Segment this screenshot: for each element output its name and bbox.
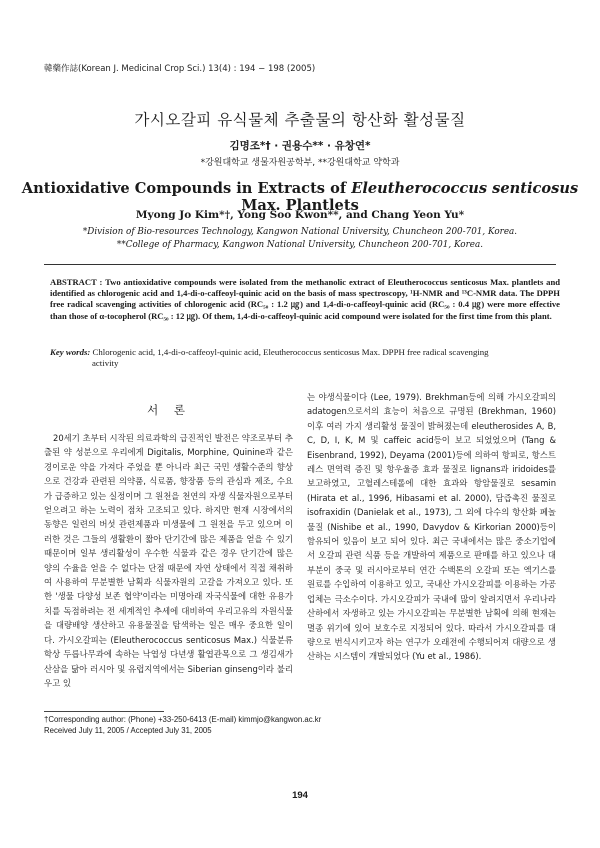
keywords-text: Chlorogenic acid, 1,4-di-o-caffeoyl-quinic acid, Eleutherococcus senticosus Max. DPPH free radical scavenging bbox=[90, 347, 489, 357]
corresponding-author: †Corresponding author: (Phone) +33-250-6413 (E-mail) kimmjo@kangwon.ac.kr bbox=[44, 715, 322, 724]
english-affiliation-1: *Division of Bio-resources Technology, Kangwon National University, Chuncheon 200-701, Korea. bbox=[82, 227, 518, 237]
keywords bbox=[50, 347, 560, 370]
english-authors: Myong Jo Kim*†, Yong Soo Kwon**, and Chang Yeon Yu* bbox=[135, 209, 465, 221]
page-number: 194 bbox=[292, 790, 308, 801]
english-title-post: Max. Plantlets bbox=[241, 197, 359, 214]
korean-title: 가시오갈피 유식물체 추출물의 항산화 활성물질 bbox=[134, 111, 466, 129]
footnote-divider bbox=[44, 711, 164, 712]
english-affiliation-2: **College of Pharmacy, Kangwon National University, Chuncheon 200-701, Korea. bbox=[116, 240, 484, 250]
received-dates: Received July 11, 2005 / Accepted July 31, 2005 bbox=[44, 726, 212, 735]
body-paragraph: 는 야생식물이다 (Lee, 1979). Brekhman등에 의해 가시오갈피의 adatogen으로서의 효능이 처음으로 규명된 (Brekhman, 1960) 이후 여러 가지 생리활성 물질이 밝혀졌는데 eleutherosides A, B, C, D, I, K, M 및 caffeic acid등이 보고 되었었으며 (Tang & Eisenbrand, 1992), Deyama (2001)등에 의하여 항피로, 항스트레스 면역력 증진 및 항우울증 효과 물질로 lignans과 iridoides를 보고하였고, 고혈레스테롤에 대한 효과와 항암물질로 sesamin (Hirata et al., 1996, Hibasami et al. 2000), 담즙촉진 물질로 isofraxidin (Danielak et al., 1973), 그 외에 다수의 항산화 페놀물질 (Nishibe et al., 1990, Davydov & Kirkorian 2000)등이 함유되어 있음이 보고 되어 있다. 최근 국내에서는 많은 중소기업에서 오갈피 관련 식품 등을 개발하여 제품으로 판매를 하고 있으나 대부분이 중국 및 러시아로부터 연간 수백톤의 오갈피 또는 엑기스를 원료를 수입하여 이용하고 있고, 국내산 가시오갈피를 이용하는 가공업체는 극소수이다. 가시오갈피가 국내에 많이 알려지면서 우리나라 산하에서 자생하고 있는 가시오갈피는 무분별한 남획에 의해 현재는 멸종 위기에 있어 보호수로 지정되어 있다. 따라서 가시오갈피를 대량으로 번식시키고자 하는 연구가 오래전에 수행되어져 대량으로 생산하는 시스템이 개발되었다 (Yu et al., 1986). bbox=[307, 392, 556, 662]
body-column-left bbox=[44, 431, 293, 690]
abstract-label: ABSTRACT : bbox=[50, 277, 106, 287]
header-divider bbox=[44, 264, 556, 265]
abstract bbox=[50, 277, 560, 322]
english-title-pre: Antioxidative Compounds in Extracts of bbox=[21, 180, 352, 197]
korean-affiliations: *강원대학교 생물자원공학부, **강원대학교 약학과 bbox=[200, 158, 400, 168]
journal-reference: 韓藥作誌(Korean J. Medicinal Crop Sci.) 13(4) : 194 − 198 (2005) bbox=[44, 64, 316, 74]
keywords-continuation: activity bbox=[92, 358, 119, 369]
keywords-label: Key words: bbox=[50, 347, 91, 357]
english-title-species: Eleutherococcus senticosus bbox=[351, 180, 579, 197]
footnote bbox=[44, 714, 321, 736]
section-heading: 서 론 bbox=[147, 403, 191, 417]
body-column-right bbox=[307, 390, 556, 664]
korean-authors: 김명조*† · 권용수** · 유창연* bbox=[229, 140, 371, 152]
body-paragraph: 20세기 초부터 시작된 의료과학의 급진적인 발전은 약조로부터 추출된 약 성분으로 우리에게 Digitalis, Morphine, Quinine과 같은 경이로운 약을 가져다 주었을 뿐 아니라 최근 국민 생활수준의 향상으로 건강과 관련된 의약품, 식료품, 향장품 등의 관심과 제조, 수요가 급증하고 있는 실정이며 그 원천을 천연의 자생 식물자원으로부터 얻으려고 하는 노력이 점차 고조되고 있다. 하지만 현재 시장에서의 동향은 일련의 버섯 관련제품과 미생물에 그 원천을 두고 있으며 이러한 것은 그들의 생활환이 짧아 단기간에 많은 제품을 얻을 수 있기 때문이며 일부 생리활성이 우수한 식물과 같은 경우 단기간에 많은 양의 수율을 얻을 수 없다는 단점 때문에 자연 상태에서 직접 채취하여 사용하여 무분별한 남획과 식물자원의 고갈을 가져오고 있다. 또한 '생물 다양성 보존 협약'이라는 미명아래 자국식물에 대한 유용가치를 독점하려는 전 세계적인 추세에 대비하여 우리고유의 자원식물을 대량배양 생산하고 유용물질을 탐색하는 일은 매우 중요한 일이다. 가시오갈피는 (Eleutherococcus senticosus Max.) 식물분류학상 두릅나무과에 속하는 낙엽성 다년생 활엽관목으로 그 생김새가 산삼을 닮아 러시아 및 유럽지역에서는 Siberian ginseng이라 불리 우고 있 bbox=[44, 433, 293, 688]
abstract-text: Two antioxidative compounds were isolated from the methanolic extract of Eleutherococcus senticosus Max. plantlets and identified as chlorogenic acid and 1,4-di-o-caffeoyl-quinic acid on the basis of mass spectroscopy, ¹H-NMR and ¹³C-NMR data. The DPPH free radical scavenging activities of chlorogenic acid (RC₅₀ : 1.2 ㎍) and 1,4-di-o-caffeoyl-quinic acid (RC₅₀ : 0.4 ㎍) were more effective than those of α-tocopherol (RC₅₀ : 12 ㎍). Of them, 1,4-di-o-caffeoyl-quinic acid compound were isolated for the first time from this plant. bbox=[50, 277, 561, 321]
